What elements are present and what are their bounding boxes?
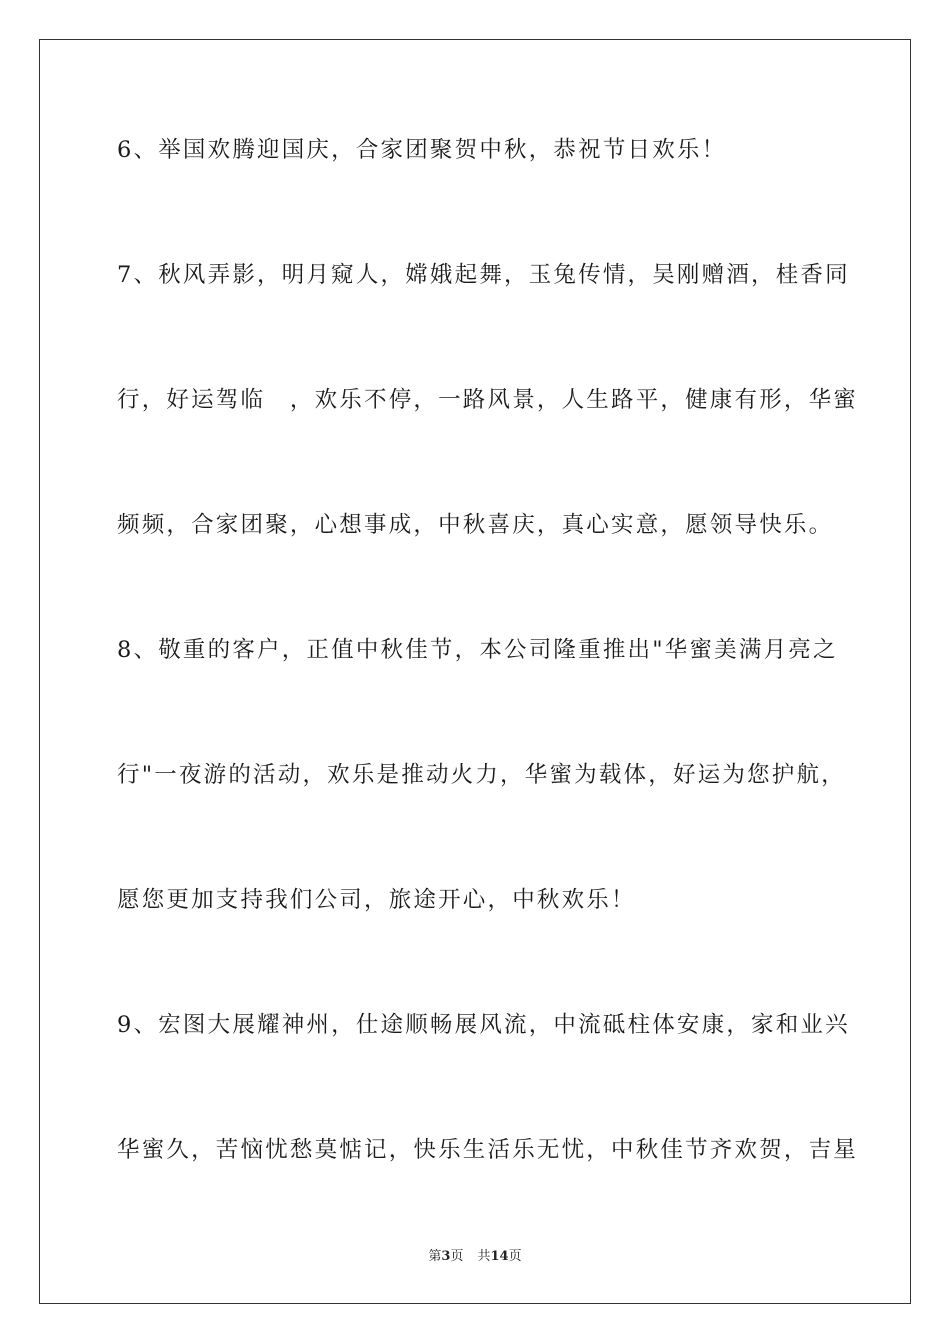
paragraph-line: 华蜜久，苦恼忧愁莫惦记，快乐生活乐无忧，中秋佳节齐欢贺，吉星 — [117, 1137, 859, 1163]
paragraph-line: 6、举国欢腾迎国庆，合家团聚贺中秋，恭祝节日欢乐！ — [117, 137, 727, 163]
paragraph-line: 行"一夜游的活动，欢乐是推动火力，华蜜为载体，好运为您护航， — [117, 762, 846, 788]
page-border — [39, 39, 911, 1304]
paragraph-line: 7、秋风弄影，明月窥人，嫦娥起舞，玉兔传情，吴刚赠酒，桂香同 — [117, 262, 850, 288]
page-suffix: 页 — [450, 1249, 464, 1264]
total-pages-number: 14 — [490, 1249, 509, 1264]
page-footer — [0, 1248, 950, 1266]
total-suffix: 页 — [508, 1249, 522, 1264]
paragraph-line: 9、宏图大展耀神州，仕途顺畅展风流，中流砥柱体安康，家和业兴 — [117, 1012, 850, 1038]
paragraph-line: 愿您更加支持我们公司，旅途开心，中秋欢乐！ — [117, 887, 636, 913]
page-prefix: 第 — [428, 1249, 442, 1264]
paragraph-line: 行，好运驾临 ，欢乐不停，一路风景，人生路平，健康有形，华蜜 — [117, 387, 859, 413]
paragraph-line: 8、敬重的客户，正值中秋佳节，本公司隆重推出"华蜜美满月亮之 — [117, 637, 838, 663]
paragraph-line: 频频，合家团聚，心想事成，中秋喜庆，真心实意，愿领导快乐。 — [117, 512, 834, 538]
total-pages-label — [477, 1249, 521, 1264]
page-number-label — [428, 1249, 463, 1264]
current-page-number: 3 — [441, 1249, 451, 1264]
total-prefix: 共 — [477, 1249, 491, 1264]
